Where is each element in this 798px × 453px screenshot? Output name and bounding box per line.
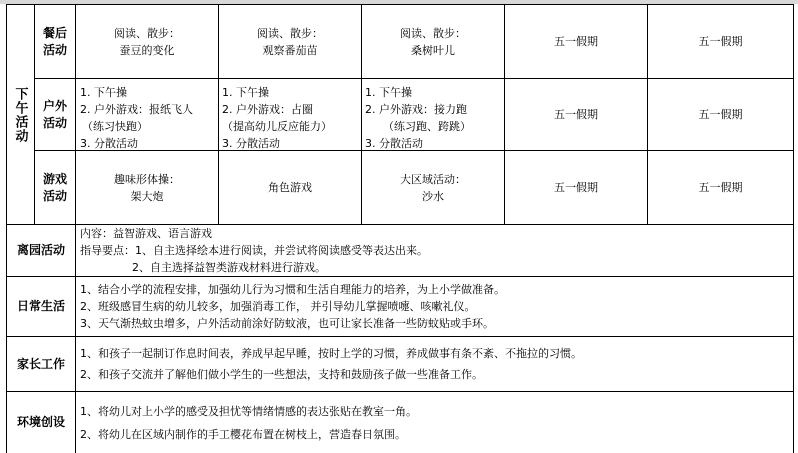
leaving-activities-label: 离园活动 — [16, 243, 65, 257]
environment-content: 1、将幼儿对上小学的感受及担忧等情绪情感的表达张贴在教室一角。 2、将幼儿在区域内制作的手工樱花布置在树枝上，营造春日氛围。 — [80, 405, 417, 441]
after-meal-cell-wed: 阅读、散步： 桑树叶儿 — [400, 26, 466, 57]
grid-line — [793, 4, 794, 453]
after-meal-cell-mon: 阅读、散步： 蚕豆的变化 — [114, 26, 180, 57]
grid-line — [6, 391, 794, 392]
leaving-activities-content: 内容：益智游戏、语言游戏 指导要点：1、自主选择绘本进行阅读，并尝试将阅读感受等表达出来。 2、自主选择益智类游戏材料进行游戏。 — [80, 227, 428, 274]
grid-line — [6, 336, 794, 337]
daily-life-content: 1、结合小学的流程安排，加强幼儿行为习惯和生活自理能力的培养，为上小学做准备。 2、班级感冒生病的幼儿较多，加强消毒工作， 并引导幼儿掌握喷嚏、咳嗽礼仪。 3、天气渐热蚊虫增多，户外活动前涂好防蚊液，也可让家长准备一些防蚊贴或手环。 — [80, 283, 505, 330]
outdoor-cell-mon: 1. 下午操 2. 户外游戏：报纸飞人 （练习快跑） 3. 分散活动 — [80, 86, 193, 150]
after-meal-cell-tue: 阅读、散步： 观察番茄苗 — [257, 26, 323, 57]
games-cell-fri: 五一假期 — [698, 181, 743, 194]
outdoor-cell-wed: 1. 下午操 2. 户外游戏：接力跑 （练习跑、跨跳） 3. 分散活动 — [365, 86, 471, 150]
afternoon-activities-label: 下午活动 — [12, 86, 28, 143]
games-cell-wed: 大区域活动： 沙水 — [400, 172, 466, 203]
outdoor-label: 户外活动 — [42, 98, 67, 130]
outdoor-cell-thu: 五一假期 — [554, 108, 598, 121]
daily-life-label: 日常生活 — [16, 299, 65, 313]
games-label: 游戏活动 — [42, 171, 67, 203]
games-cell-mon: 趣味形体操： 架大炮 — [114, 172, 180, 203]
outdoor-cell-fri: 五一假期 — [698, 108, 743, 121]
after-meal-cell-thu: 五一假期 — [554, 35, 598, 48]
after-meal-cell-fri: 五一假期 — [698, 35, 743, 48]
parent-work-label: 家长工作 — [16, 356, 65, 371]
outdoor-cell-tue: 1. 下午操 2. 户外游戏：占圈 （提高幼儿反应能力） 3. 分散活动 — [222, 86, 332, 150]
grid-line — [6, 276, 794, 277]
games-cell-tue: 角色游戏 — [268, 181, 312, 194]
environment-label: 环境创设 — [16, 415, 65, 429]
games-cell-thu: 五一假期 — [554, 181, 598, 194]
parent-work-content: 1、和孩子一起制订作息时间表，养成早起早睡，按时上学的习惯，养成做事有条不紊、不拖拉的习惯。 2、和孩子交流并了解他们做小学生的一些想法，支持和鼓励孩子做一些准备工作。 — [80, 347, 582, 381]
after-meal-label: 餐后活动 — [42, 25, 67, 57]
